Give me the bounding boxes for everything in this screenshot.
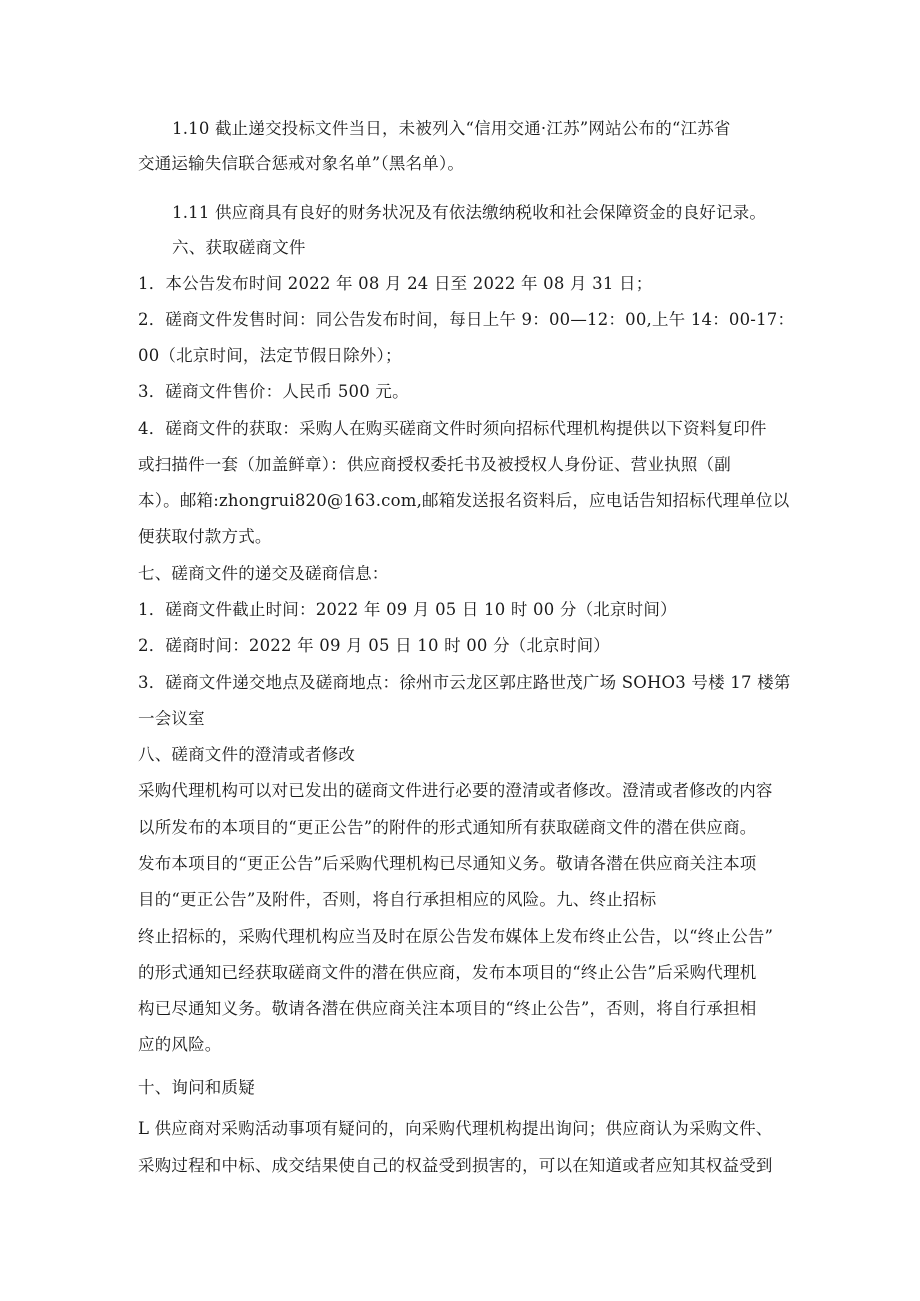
- text-line: 3．磋商文件递交地点及磋商地点：徐州市云龙区郭庄路世茂广场 SOHO3 号楼 17 楼第: [138, 673, 791, 692]
- text-line: 发布本项目的“更正公告”后采购代理机构已尽通知义务。敬请各潜在供应商关注本项: [138, 854, 757, 873]
- text-line: 采购代理机构可以对已发出的磋商文件进行必要的澄清或者修改。澄清或者修改的内容: [138, 781, 773, 800]
- section-heading: 六、获取磋商文件: [172, 238, 306, 257]
- text-line: 1．磋商文件截止时间：2022 年 09 月 05 日 10 时 00 分（北京时间）: [138, 600, 677, 619]
- text-line: 3．磋商文件售价：人民币 500 元。: [138, 382, 409, 401]
- section-heading: 七、磋商文件的递交及磋商信息：: [138, 564, 389, 583]
- text-line: 便获取付款方式。: [138, 527, 272, 546]
- text-line: 一会议室: [138, 709, 205, 728]
- text-line: 交通运输失信联合惩戒对象名单”（黑名单）。: [138, 154, 465, 173]
- text-line: 终止招标的，采购代理机构应当及时在原公告发布媒体上发布终止公告，以“终止公告”: [138, 927, 774, 946]
- text-line: 1．本公告发布时间 2022 年 08 月 24 日至 2022 年 08 月 31 日；: [138, 274, 653, 293]
- text-line: 本）。邮箱:zhongrui820@163.com,邮箱发送报名资料后，应电话告知招标代理单位以: [138, 491, 790, 510]
- section-heading: 十、询问和质疑: [138, 1078, 255, 1097]
- text-line: 1.11 供应商具有良好的财务状况及有依法缴纳税收和社会保障资金的良好记录。: [172, 203, 767, 222]
- text-line: 以所发布的本项目的“更正公告”的附件的形式通知所有获取磋商文件的潜在供应商。: [138, 818, 757, 837]
- text-line: 采购过程和中标、成交结果使自己的权益受到损害的，可以在知道或者应知其权益受到: [138, 1156, 773, 1175]
- text-line: 构已尽通知义务。敬请各潜在供应商关注本项目的“终止公告”，否则，将自行承担相: [138, 999, 757, 1018]
- section-heading: 八、磋商文件的澄清或者修改: [138, 745, 356, 764]
- text-line: 应的风险。: [138, 1035, 222, 1054]
- text-line: 的形式通知已经获取磋商文件的潜在供应商，发布本项目的“终止公告”后采购代理机: [138, 963, 757, 982]
- text-line: 00（北京时间，法定节假日除外）；: [138, 346, 402, 365]
- text-line: 1.10 截止递交投标文件当日，未被列入“信用交通·江苏”网站公布的“江苏省: [172, 119, 731, 138]
- text-line: 或扫描件一套（加盖鲜章）：供应商授权委托书及被授权人身份证、营业执照（副: [138, 455, 731, 474]
- text-line: 目的“更正公告”及附件，否则，将自行承担相应的风险。九、终止招标: [138, 890, 657, 909]
- text-line: 2．磋商文件发售时间：同公告发布时间，每日上午 9：00—12：00,上午 14：00-17：: [138, 310, 795, 329]
- text-line: L 供应商对采购活动事项有疑问的，向采购代理机构提出询问；供应商认为采购文件、: [138, 1119, 773, 1138]
- text-line: 4．磋商文件的获取：采购人在购买磋商文件时须向招标代理机构提供以下资料复印件: [138, 419, 767, 438]
- text-line: 2．磋商时间：2022 年 09 月 05 日 10 时 00 分（北京时间）: [138, 636, 610, 655]
